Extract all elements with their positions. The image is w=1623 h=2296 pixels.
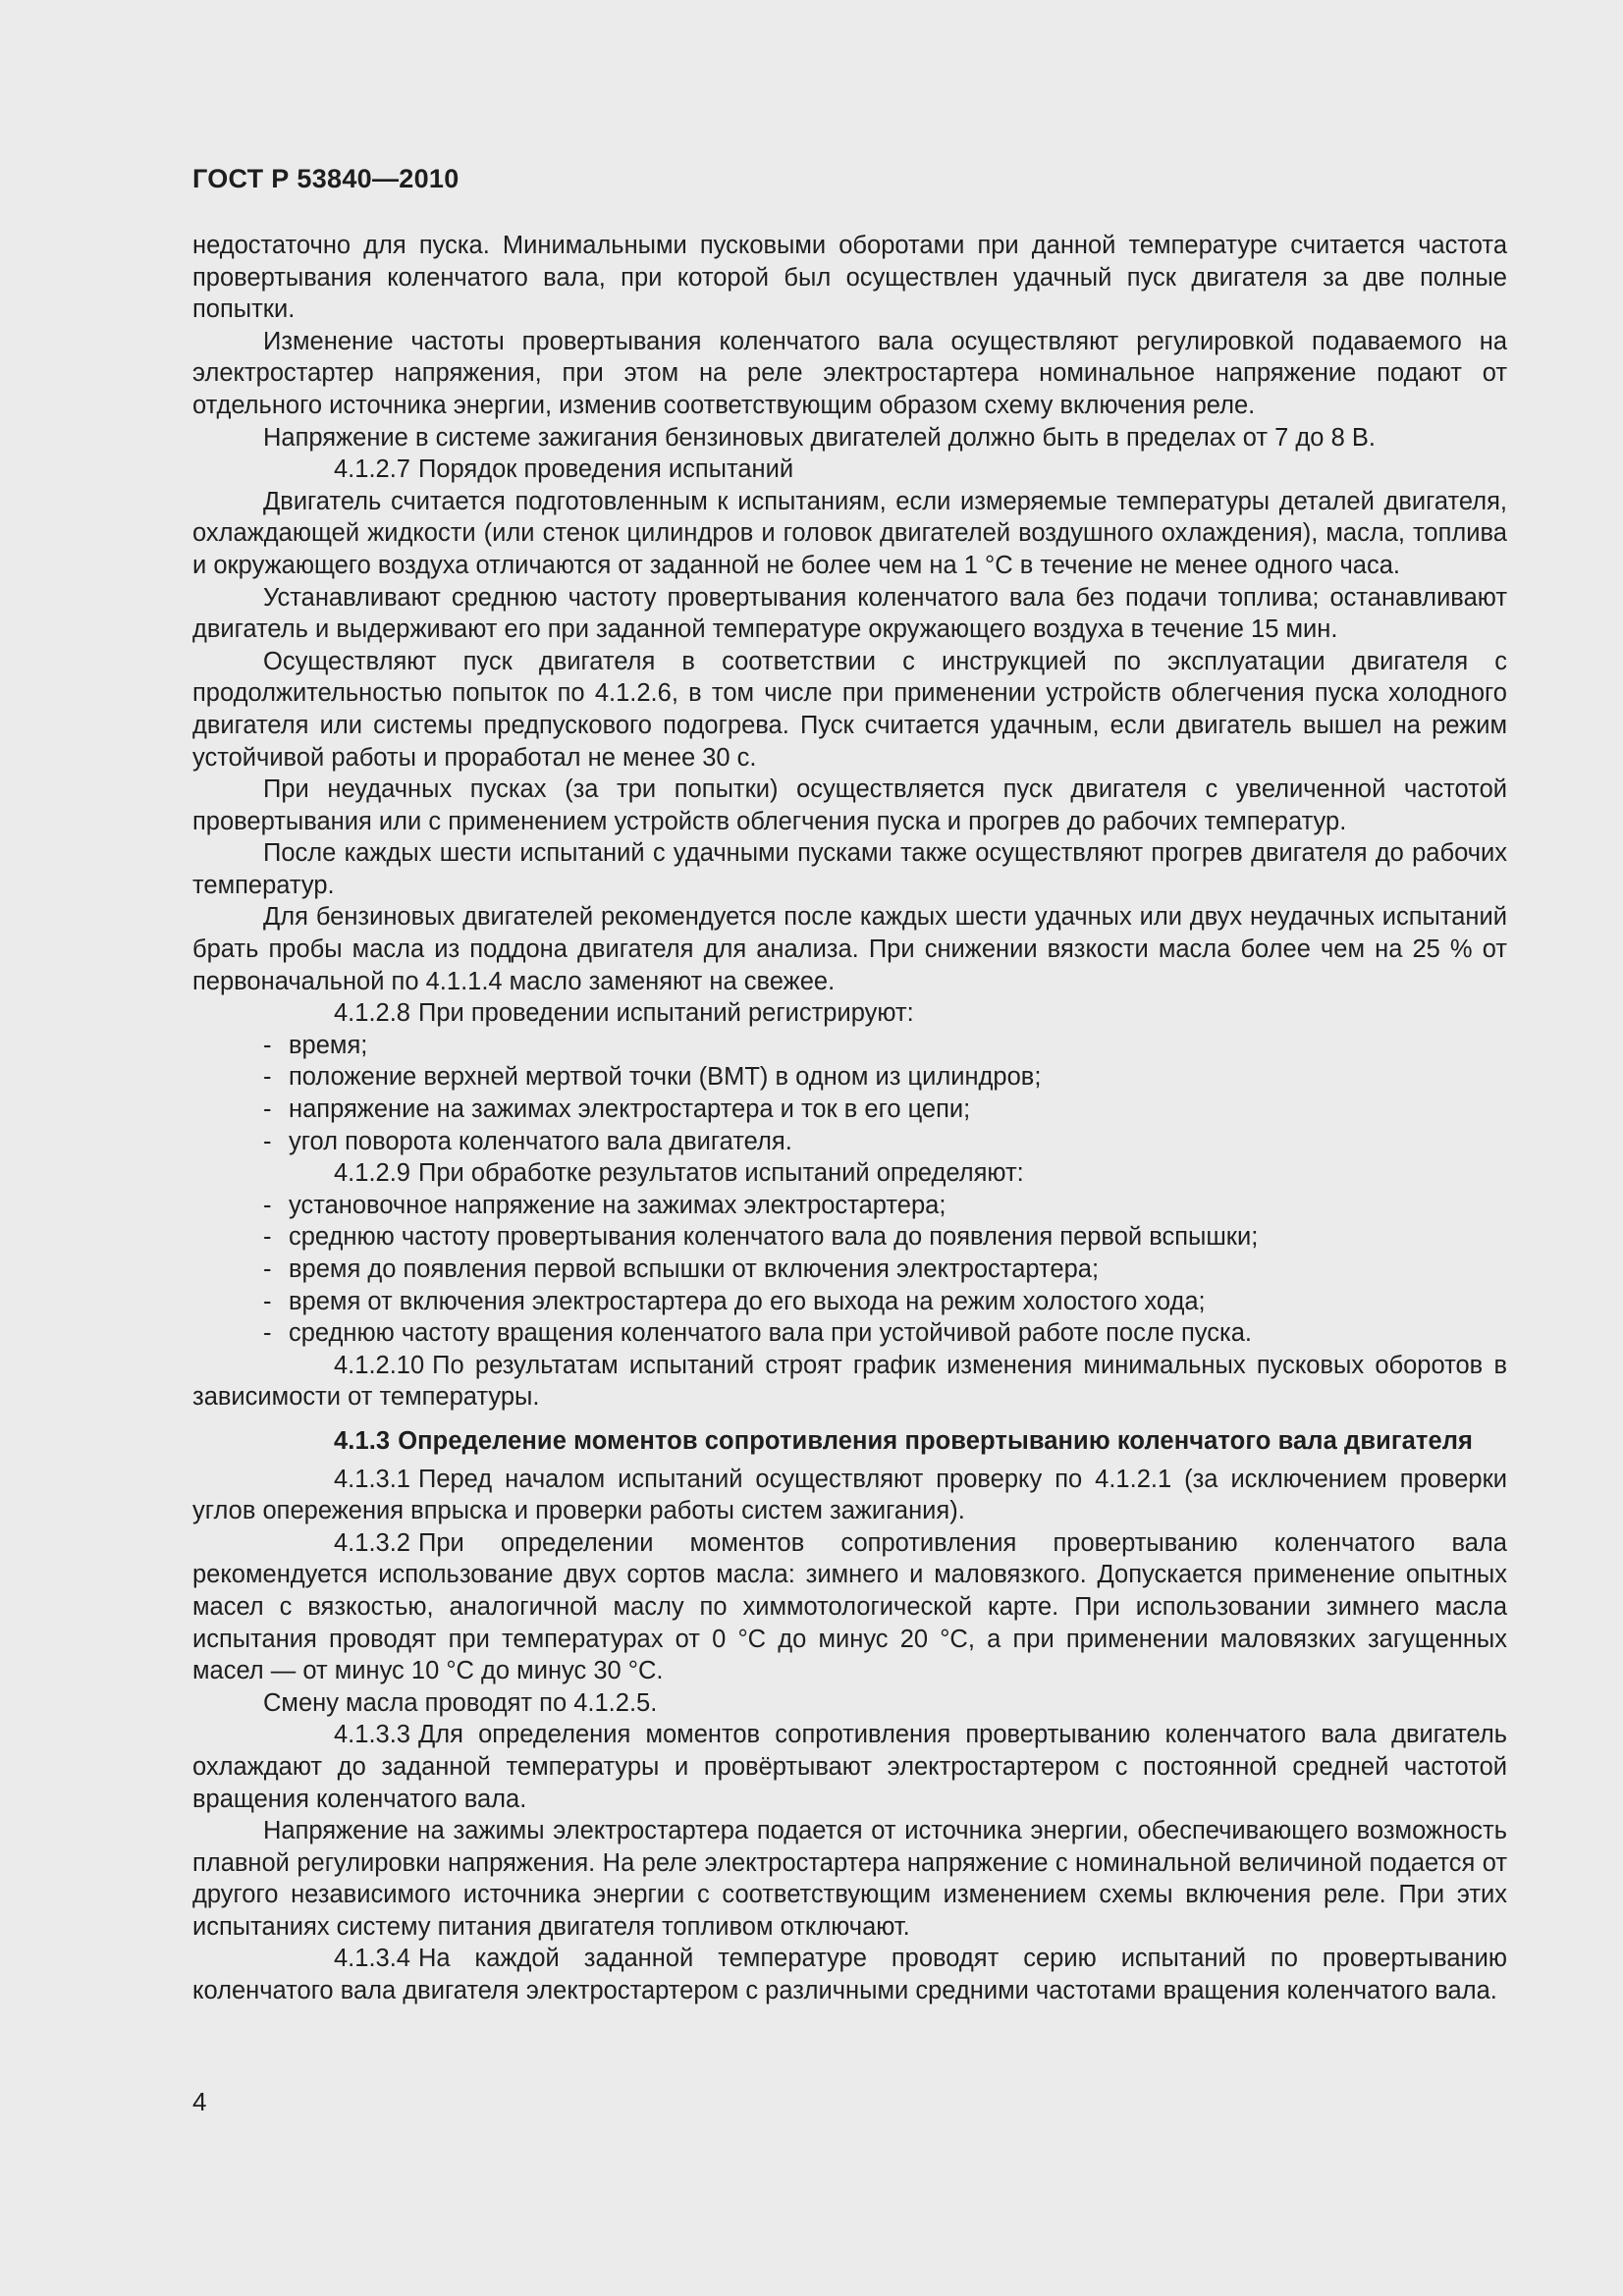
clause-4-1-2-7 bbox=[192, 454, 1507, 486]
clause-text: Порядок проведения испытаний bbox=[417, 455, 794, 484]
clause-number: 4.1.2.8 bbox=[334, 999, 410, 1028]
list-item bbox=[192, 1254, 1507, 1286]
list-marker: - bbox=[263, 1223, 272, 1252]
clause-4-1-2-9 bbox=[192, 1157, 1507, 1190]
list-results bbox=[192, 1190, 1507, 1350]
list-item-text: время от включения электростартера до его выхода на режим холостого хода; bbox=[289, 1287, 1206, 1315]
clause-text: На каждой заданной температуре проводят серию испытаний по провертыванию коленчатого вала двигателя электростартером с различными средними частотами вращения коленчатого вала. bbox=[192, 1945, 1507, 2005]
list-marker: - bbox=[263, 1319, 272, 1348]
clause-4-1-3-3 bbox=[192, 1719, 1507, 1815]
paragraph: недостаточно для пуска. Минимальными пусковыми оборотами при данной температуре считается частота провертывания коленчатого вала, при которой был осуществлен удачный пуск двигателя за две полные попытки. bbox=[192, 232, 1507, 324]
list-item bbox=[192, 1061, 1507, 1094]
list-item-text: среднюю частоту вращения коленчатого вала при устойчивой работе после пуска. bbox=[289, 1319, 1252, 1348]
section-heading-4-1-3 bbox=[192, 1425, 1507, 1458]
paragraph: Устанавливают среднюю частоту провертывания коленчатого вала без подачи топлива; останавливают двигатель и выдерживают его при заданной температуре окружающего воздуха в течение 15 мин. bbox=[192, 583, 1507, 644]
list-marker: - bbox=[263, 1127, 272, 1155]
clause-4-1-3-1 bbox=[192, 1464, 1507, 1527]
list-item bbox=[192, 1094, 1507, 1126]
list-item-text: угол поворота коленчатого вала двигателя. bbox=[289, 1127, 792, 1155]
list-item-text: установочное напряжение на зажимах электростартера; bbox=[289, 1191, 947, 1219]
clause-number: 4.1.3.4 bbox=[334, 1945, 410, 1973]
clause-number: 4.1.3.1 bbox=[334, 1465, 410, 1493]
list-item bbox=[192, 1286, 1507, 1318]
clause-number: 4.1.3.3 bbox=[334, 1721, 410, 1749]
paragraph: При неудачных пусках (за три попытки) осуществляется пуск двигателя с увеличенной частотой провертывания или с применением устройств облегчения пуска и прогрев до рабочих температур. bbox=[192, 775, 1507, 835]
clause-text: Для определения моментов сопротивления провертыванию коленчатого вала двигатель охлаждают до заданной температуры и провёртывают электростартером с постоянной средней частотой вращения коленчатого вала. bbox=[192, 1721, 1507, 1813]
paragraph: Изменение частоты провертывания коленчатого вала осуществляют регулировкой подаваемого на электростартер напряжения, при этом на реле электростартера номинальное напряжение подают от отдельного источника энергии, изменив соответствующим образом схему включения реле. bbox=[192, 327, 1507, 419]
clause-4-1-2-8 bbox=[192, 997, 1507, 1030]
clause-text: При обработке результатов испытаний определяют: bbox=[417, 1159, 1024, 1188]
paragraph: Для бензиновых двигателей рекомендуется после каждых шести удачных или двух неудачных испытаний брать пробы масла из поддона двигателя для анализа. При снижении вязкости масла более чем на 25 % от первоначальной по 4.1.1.4 масло заменяют на свежее. bbox=[192, 903, 1507, 995]
list-marker: - bbox=[263, 1191, 272, 1219]
clause-number: 4.1.2.7 bbox=[334, 455, 410, 484]
clause-4-1-3-4 bbox=[192, 1943, 1507, 2006]
document-body bbox=[192, 230, 1507, 2007]
paragraph: Двигатель считается подготовленным к испытаниям, если измеряемые температуры деталей двигателя, охлаждающей жидкости (или стенок цилиндров и головок двигателей воздушного охлаждения), масла, топлива и окружающего воздуха отличаются от заданной не более чем на 1 °С в течение не менее одного часа. bbox=[192, 487, 1507, 579]
document-header: ГОСТ Р 53840—2010 bbox=[192, 164, 460, 193]
list-item bbox=[192, 1190, 1507, 1222]
clause-text: При проведении испытаний регистрируют: bbox=[417, 999, 914, 1028]
list-marker: - bbox=[263, 1255, 272, 1283]
clause-number: 4.1.2.9 bbox=[334, 1159, 410, 1188]
paragraph: Напряжение на зажимы электростартера подается от источника энергии, обеспечивающего возможность плавной регулировки напряжения. На реле электростартера напряжение с номинальной величиной подается от другого независимого источника энергии с соответствующим изменением схемы включения реле. При этих испытаниях систему питания двигателя топливом отключают. bbox=[192, 1817, 1507, 1941]
list-marker: - bbox=[263, 1063, 272, 1092]
clause-number: 4.1.2.10 bbox=[334, 1351, 425, 1379]
list-item bbox=[192, 1030, 1507, 1062]
clause-4-1-3-2 bbox=[192, 1527, 1507, 1687]
list-item-text: положение верхней мертвой точки (ВМТ) в одном из цилиндров; bbox=[289, 1063, 1042, 1092]
clause-text: При определении моментов сопротивления провертыванию коленчатого вала рекомендуется использование двух сортов масла: зимнего и маловязкого. Допускается применение опытных масел с вязкостью, аналогичной маслу по химмотологической карте. При использовании зимнего масла испытания проводят при температурах от 0 °С до минус 20 °С, а при применении маловязких загущенных масел — от минус 10 °С до минус 30 °С. bbox=[192, 1528, 1507, 1685]
section-number: 4.1.3 bbox=[334, 1426, 391, 1455]
paragraph: После каждых шести испытаний с удачными пусками также осуществляют прогрев двигателя до рабочих температур. bbox=[192, 839, 1507, 899]
list-item bbox=[192, 1317, 1507, 1350]
list-marker: - bbox=[263, 1031, 272, 1059]
list-item bbox=[192, 1221, 1507, 1254]
paragraph: Смену масла проводят по 4.1.2.5. bbox=[263, 1688, 658, 1717]
list-item-text: время до появления первой вспышки от включения электростартера; bbox=[289, 1255, 1100, 1283]
list-item-text: напряжение на зажимах электростартера и ток в его цепи; bbox=[289, 1095, 971, 1124]
list-marker: - bbox=[263, 1287, 272, 1315]
clause-text: По результатам испытаний строят график изменения минимальных пусковых оборотов в зависимости от температуры. bbox=[192, 1351, 1507, 1412]
list-item bbox=[192, 1126, 1507, 1158]
page-number: 4 bbox=[192, 2087, 207, 2116]
paragraph: Осуществляют пуск двигателя в соответствии с инструкцией по эксплуатации двигателя с продолжительностью попыток по 4.1.2.6, в том числе при применении устройств облегчения пуска холодного двигателя или системы предпускового подогрева. Пуск считается удачным, если двигатель вышел на режим устойчивой работы и проработал не менее 30 с. bbox=[192, 647, 1507, 772]
list-item-text: время; bbox=[289, 1031, 368, 1059]
clause-4-1-2-10 bbox=[192, 1350, 1507, 1414]
list-item-text: среднюю частоту провертывания коленчатого вала до появления первой вспышки; bbox=[289, 1223, 1259, 1252]
list-marker: - bbox=[263, 1095, 272, 1124]
clause-text: Перед началом испытаний осуществляют проверку по 4.1.2.1 (за исключением проверки углов опережения впрыска и проверки работы систем зажигания). bbox=[192, 1465, 1507, 1525]
clause-number: 4.1.3.2 bbox=[334, 1528, 410, 1557]
section-title: Определение моментов сопротивления провертыванию коленчатого вала двигателя bbox=[398, 1426, 1474, 1455]
paragraph: Напряжение в системе зажигания бензиновых двигателей должно быть в пределах от 7 до 8 В. bbox=[263, 423, 1376, 452]
list-recorded-params bbox=[192, 1030, 1507, 1157]
